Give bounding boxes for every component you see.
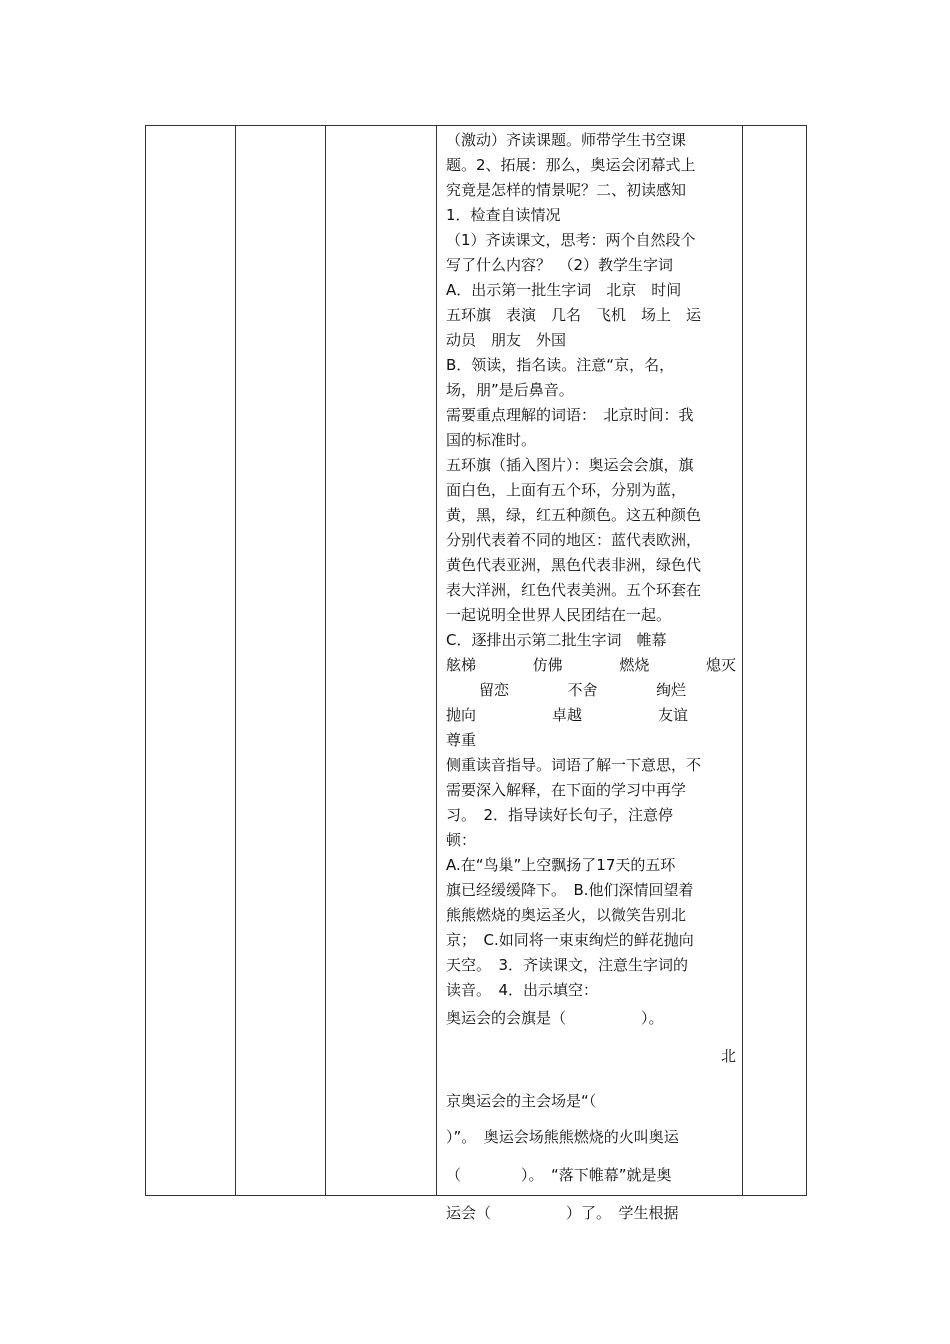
- text-line: 北: [720, 1047, 736, 1065]
- text-line: 1．检查自读情况: [446, 206, 561, 224]
- text-line: C．逐排出示第二批生字词 帷幕: [446, 631, 667, 649]
- text-line: 究竟是怎样的情景呢？二、初读感知: [446, 181, 687, 199]
- text-line: （1）齐读课文，思考：两个自然段个: [446, 231, 696, 249]
- text-line: 需要重点理解的词语： 北京时间：我: [446, 406, 694, 424]
- vocab-word: 留恋: [479, 681, 510, 699]
- vocab-word: 友谊: [657, 706, 688, 724]
- vocab-word: 绚烂: [655, 681, 686, 699]
- text-line: 尊重: [446, 731, 477, 749]
- text-line: 题。2、拓展：那么，奥运会闭幕式上: [446, 156, 696, 174]
- text-line: 写了什么内容？ （2）教学生字词: [446, 256, 674, 274]
- text-line: 五环旗 表演 几名 飞机 场上 运: [446, 306, 702, 324]
- text-line: 需要深入解释，在下面的学习中再学: [446, 781, 687, 799]
- text-line: 旗已经缓缓降下。 B.他们深情回望着: [446, 881, 694, 899]
- column-divider: [325, 126, 326, 1195]
- text-line: 表大洋洲，红色代表美洲。五个环套在: [446, 581, 702, 599]
- column-divider: [235, 126, 236, 1195]
- vocab-word: 舷梯: [446, 656, 477, 674]
- lesson-table: [145, 125, 807, 1222]
- text-line: 场，朋”是后鼻音。: [446, 381, 574, 399]
- text-line: 动员 朋友 外国: [446, 331, 567, 349]
- vocab-word: 不舍: [567, 681, 598, 699]
- column-divider: [742, 126, 743, 1195]
- vocab-word: 燃烧: [619, 656, 650, 674]
- text-line: 习。 2．指导读好长句子，注意停: [446, 806, 674, 824]
- text-line: 黄色代表亚洲，黑色代表非洲，绿色代: [446, 556, 702, 574]
- text-line: 熊熊燃烧的奥运圣火，以微笑告别北: [446, 906, 687, 924]
- text-line: （ ）。 “落下帷幕”就是奥: [446, 1166, 672, 1184]
- text-line: A．出示第一批生字词 北京 时间: [446, 281, 682, 299]
- vocab-word: 仿佛: [532, 656, 563, 674]
- text-line: A.在“鸟巢”上空飘扬了17天的五环: [446, 856, 676, 874]
- text-line: 侧重读音指导。词语了解一下意思，不: [446, 756, 702, 774]
- word-row: [446, 653, 736, 678]
- text-line: 奥运会的会旗是（ ）。: [446, 1009, 664, 1027]
- column-divider: [436, 126, 437, 1195]
- text-line: 天空。 3．齐读课文，注意生字词的: [446, 956, 689, 974]
- text-line: 京； C.如同将一束束绚烂的鲜花抛向: [446, 931, 694, 949]
- text-line: 一起说明全世界人民团结在一起。: [446, 606, 672, 624]
- word-row: [446, 678, 736, 703]
- word-row: [446, 703, 736, 728]
- text-line: 京奥运会的主会场是“（: [446, 1092, 597, 1110]
- text-line: 读音。 4．出示填空：: [446, 981, 599, 999]
- text-line: 国的标准时。: [446, 431, 537, 449]
- text-line: ）”。 奥运会场熊熊燃烧的火叫奥运: [446, 1128, 679, 1146]
- text-line: 顿：: [446, 831, 477, 849]
- text-line: （激动）齐读课题。师带学生书空课: [446, 131, 687, 149]
- vocab-word: 卓越: [551, 706, 582, 724]
- text-line: 五环旗（插入图片）：奥运会会旗，旗: [446, 456, 694, 474]
- text-line: 面白色，上面有五个环，分别为蓝，: [446, 481, 687, 499]
- vocab-word: 抛向: [446, 706, 477, 724]
- vocab-word: 熄灭: [705, 656, 736, 674]
- text-line: 运会（ ）了。 学生根据: [446, 1204, 679, 1222]
- text-line: 黄，黑，绿，红五种颜色。这五种颜色: [446, 506, 702, 524]
- lesson-content-cell: [446, 128, 736, 1228]
- text-line: B．领读，指名读。注意“京，名，: [446, 356, 675, 374]
- text-line: 分别代表着不同的地区：蓝代表欧洲，: [446, 531, 702, 549]
